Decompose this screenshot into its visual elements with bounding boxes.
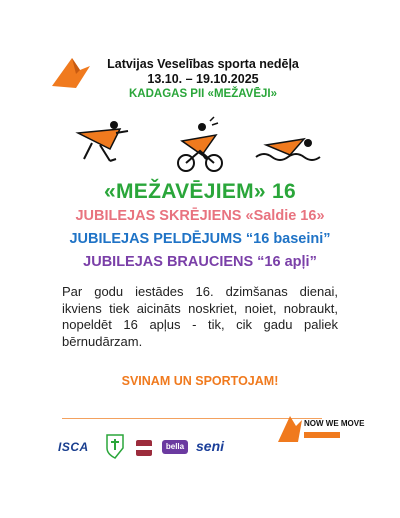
header [90, 57, 316, 102]
slogan: SVINAM UN SPORTOJAM! [121, 374, 279, 388]
swimmer-icon [256, 139, 320, 160]
event-title: Latvijas Veselības sporta nedēļa [107, 57, 299, 71]
isca-logo: ISCA [58, 440, 89, 454]
runner-icon [78, 121, 128, 161]
sport-figures-illustration [70, 115, 330, 175]
municipality-shield-icon [106, 434, 124, 458]
main-title: «MEŽAVĒJIEM» 16 [103, 180, 296, 203]
now-we-move-logo-icon [50, 56, 94, 90]
sponsor-logos [58, 434, 298, 462]
ride-event-line: JUBILEJAS BRAUCIENS “16 apļi” [83, 254, 317, 270]
bella-logo: bella [162, 440, 188, 454]
now-we-move-text: NOW WE MOVE [304, 419, 365, 428]
swim-event-line: JUBILEJAS PELDĒJUMS “16 baseini” [69, 231, 331, 247]
seni-logo: seni [196, 438, 225, 454]
organizer-name: KADAGAS PII «MEŽAVĒJI» [128, 88, 278, 100]
event-dates: 13.10. – 19.10.2025 [147, 72, 259, 86]
description-paragraph: Par godu iestādes 16. dzimšanas dienai, ikviens tiek aicināts noskriet, noiet, nobraukt, nopeldēt 16 apļus - tik, cik gadu paliek bērnudārzam. [62, 284, 338, 349]
run-event-line: JUBILEJAS SKRĒJIENS «Saldie 16» [75, 208, 325, 224]
cyclist-icon [178, 117, 222, 171]
latvia-crest-icon [134, 438, 154, 458]
